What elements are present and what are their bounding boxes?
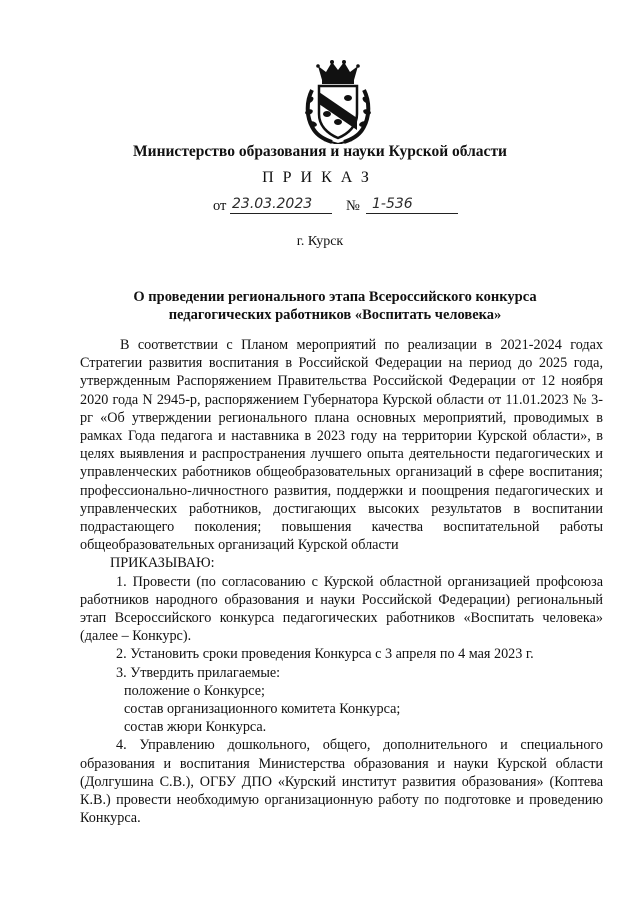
document-type: ПРИКАЗ <box>262 169 378 186</box>
date-number-line <box>200 196 480 218</box>
number-prefix: № <box>346 198 360 214</box>
city: г. Курск <box>296 234 344 249</box>
order-item-4: 4. Управлению дошкольного, общего, дополнительного и специального образования и воспитания Министерства образования и науки Курской области (Долгушина С.В.), ОГБУ ДПО «Курский институт развития образования» (Коптева К.В.) провести необходимую организационную работу по подготовке и проведению Конкурса. <box>80 737 603 827</box>
order-item-2: 2. Установить сроки проведения Конкурса с 3 апреля по 4 мая 2023 г. <box>116 646 534 663</box>
order-keyword: ПРИКАЗЫВАЮ: <box>110 555 215 572</box>
document-title <box>70 288 600 324</box>
title-line-2: педагогических работников «Воспитать человека» <box>168 307 502 323</box>
date-value: 23.03.2023 <box>232 196 313 212</box>
document-body <box>80 336 603 827</box>
intro-paragraph: В соответствии с Планом мероприятий по реализации в 2021-2024 годах Стратегии развития воспитания в Российской Федерации на период до 2025 года, утвержденным Распоряжением Правительства Российской Федерации от 12 ноября 2020 года N 2945-р, распоряжением Губернатора Курской области от 11.01.2023 № 3-рг «Об утверждении регионального плана основных мероприятий, проводимых в рамках Года педагога и наставника в 2023 году на территории Курской области», в целях выявления и распространения лучшего опыта деятельности педагогических и управленческих работников общеобразовательных организаций в сфере воспитания; профессионально-личностного развития, поддержки и поощрения педагогических и управленческих работников, достигающих высоких результатов в воспитании подрастающего поколения; повышения качества воспитательной работы общеобразовательных организаций Курской области <box>80 337 603 554</box>
title-line-1: О проведении регионального этапа Всероссийского конкурса <box>133 289 537 305</box>
order-item-1: 1. Провести (по согласованию с Курской областной организацией профсоюза работников народного образования и науки Российской Федерации) региональный этап Всероссийского конкурса педагогических работников «Воспитать человека» (далее – Конкурс). <box>80 573 603 645</box>
order-item-3-sub-3: состав жюри Конкурса. <box>124 719 267 736</box>
number-underline <box>366 213 458 214</box>
ministry-name: Министерство образования и науки Курской области <box>133 143 507 160</box>
coat-of-arms-icon <box>302 58 374 144</box>
number-value: 1-536 <box>372 196 413 212</box>
date-prefix: от <box>213 198 227 214</box>
order-item-3: 3. Утвердить прилагаемые: <box>116 664 281 681</box>
order-item-3-sub-2: состав организационного комитета Конкурса; <box>124 701 401 718</box>
date-underline <box>230 213 332 214</box>
order-item-3-sub-1: положение о Конкурсе; <box>124 682 265 699</box>
